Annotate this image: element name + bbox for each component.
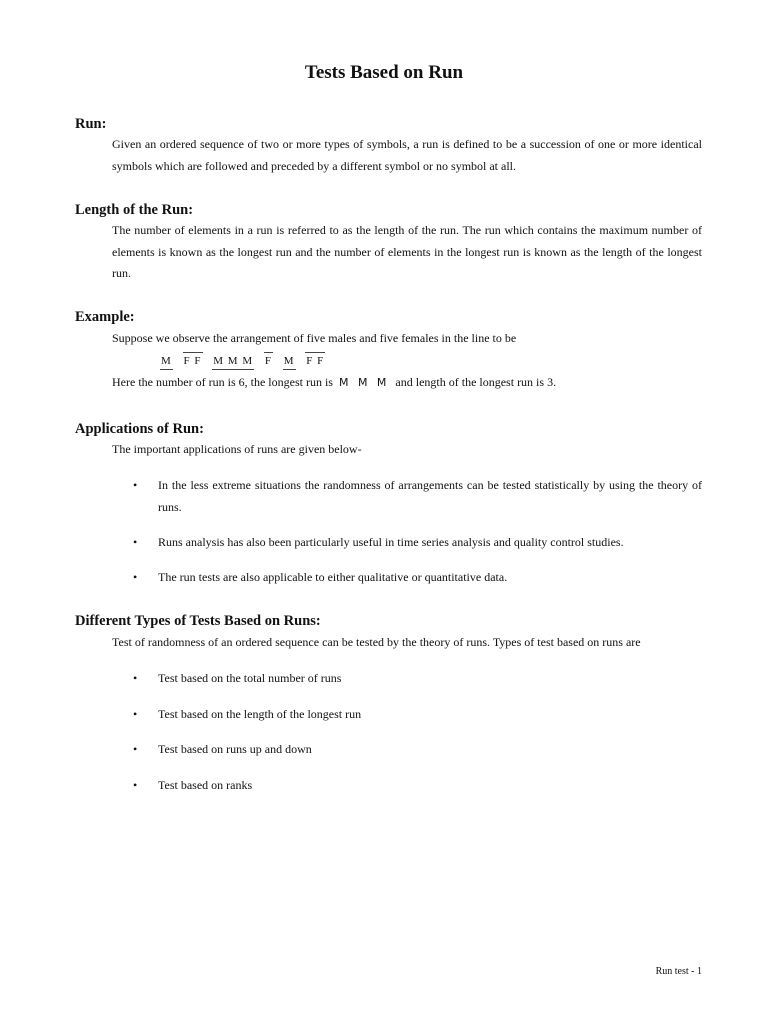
- example-result-suffix: and length of the longest run is 3.: [395, 375, 557, 389]
- bullet-icon: •: [133, 742, 138, 756]
- run-group: F: [264, 352, 273, 369]
- types-list: [112, 739, 702, 761]
- list-item-text: Test based on ranks: [158, 778, 253, 792]
- applications-list: [112, 475, 702, 518]
- run-heading: Run:: [75, 116, 107, 132]
- applications-list: [112, 567, 702, 589]
- list-item-text: Test based on the length of the longest run: [158, 707, 362, 721]
- types-list: [112, 668, 702, 690]
- list-item: [112, 532, 702, 554]
- page-footer: Run test - 1: [655, 966, 702, 977]
- list-item: [112, 704, 702, 726]
- bullet-icon: •: [133, 671, 138, 685]
- list-item: [112, 668, 702, 690]
- bullet-icon: •: [133, 570, 138, 584]
- run-group: F F: [183, 352, 203, 369]
- run-group: F F: [305, 352, 325, 369]
- list-item: [112, 775, 702, 797]
- list-item-text: Test based on the total number of runs: [158, 671, 342, 685]
- run-group: M M M: [212, 353, 254, 370]
- example-heading: Example:: [75, 309, 135, 325]
- run-group: M: [283, 353, 296, 370]
- page-title: Tests Based on Run: [304, 62, 464, 83]
- example-intro: Suppose we observe the arrangement of five males and five females in the line to be: [112, 331, 517, 345]
- run-group: M: [160, 353, 173, 370]
- applications-intro: The important applications of runs are given below-: [112, 442, 362, 456]
- example-result-prefix: Here the number of run is 6, the longest run is: [112, 375, 333, 389]
- types-intro: Test of randomness of an ordered sequence can be tested by the theory of runs. Types of test based on runs are: [112, 635, 641, 649]
- list-item-text: Test based on runs up and down: [158, 742, 312, 756]
- example-result: [112, 372, 702, 394]
- length-heading: Length of the Run:: [75, 202, 194, 218]
- longest-run: M M M: [338, 376, 390, 389]
- applications-heading: Applications of Run:: [75, 421, 204, 437]
- run-definition: Given an ordered sequence of two or more types of symbols, a run is defined to be a succession of one or more identical symbols which are followed and preceded by a different symbol or no symbol at all.: [112, 137, 702, 173]
- list-item: [112, 475, 702, 518]
- list-item-text: In the less extreme situations the randomness of arrangements can be tested statistically by using the theory of runs.: [158, 478, 702, 514]
- types-list: [112, 775, 702, 797]
- list-item: [112, 567, 702, 589]
- list-item: [112, 739, 702, 761]
- bullet-icon: •: [133, 535, 138, 549]
- bullet-icon: •: [133, 707, 138, 721]
- list-item-text: The run tests are also applicable to either qualitative or quantitative data.: [158, 570, 508, 584]
- bullet-icon: •: [133, 478, 138, 492]
- types-heading: Different Types of Tests Based on Runs:: [75, 613, 321, 629]
- applications-list: [112, 532, 702, 554]
- length-definition: The number of elements in a run is referred to as the length of the run. The run which contains the maximum number of elements is known as the longest run and the number of elements in the longest run is known as the length of the longest run.: [112, 223, 702, 280]
- list-item-text: Runs analysis has also been particularly useful in time series analysis and quality control studies.: [158, 535, 624, 549]
- bullet-icon: •: [133, 778, 138, 792]
- types-list: [112, 704, 702, 726]
- run-sequence: [160, 352, 332, 370]
